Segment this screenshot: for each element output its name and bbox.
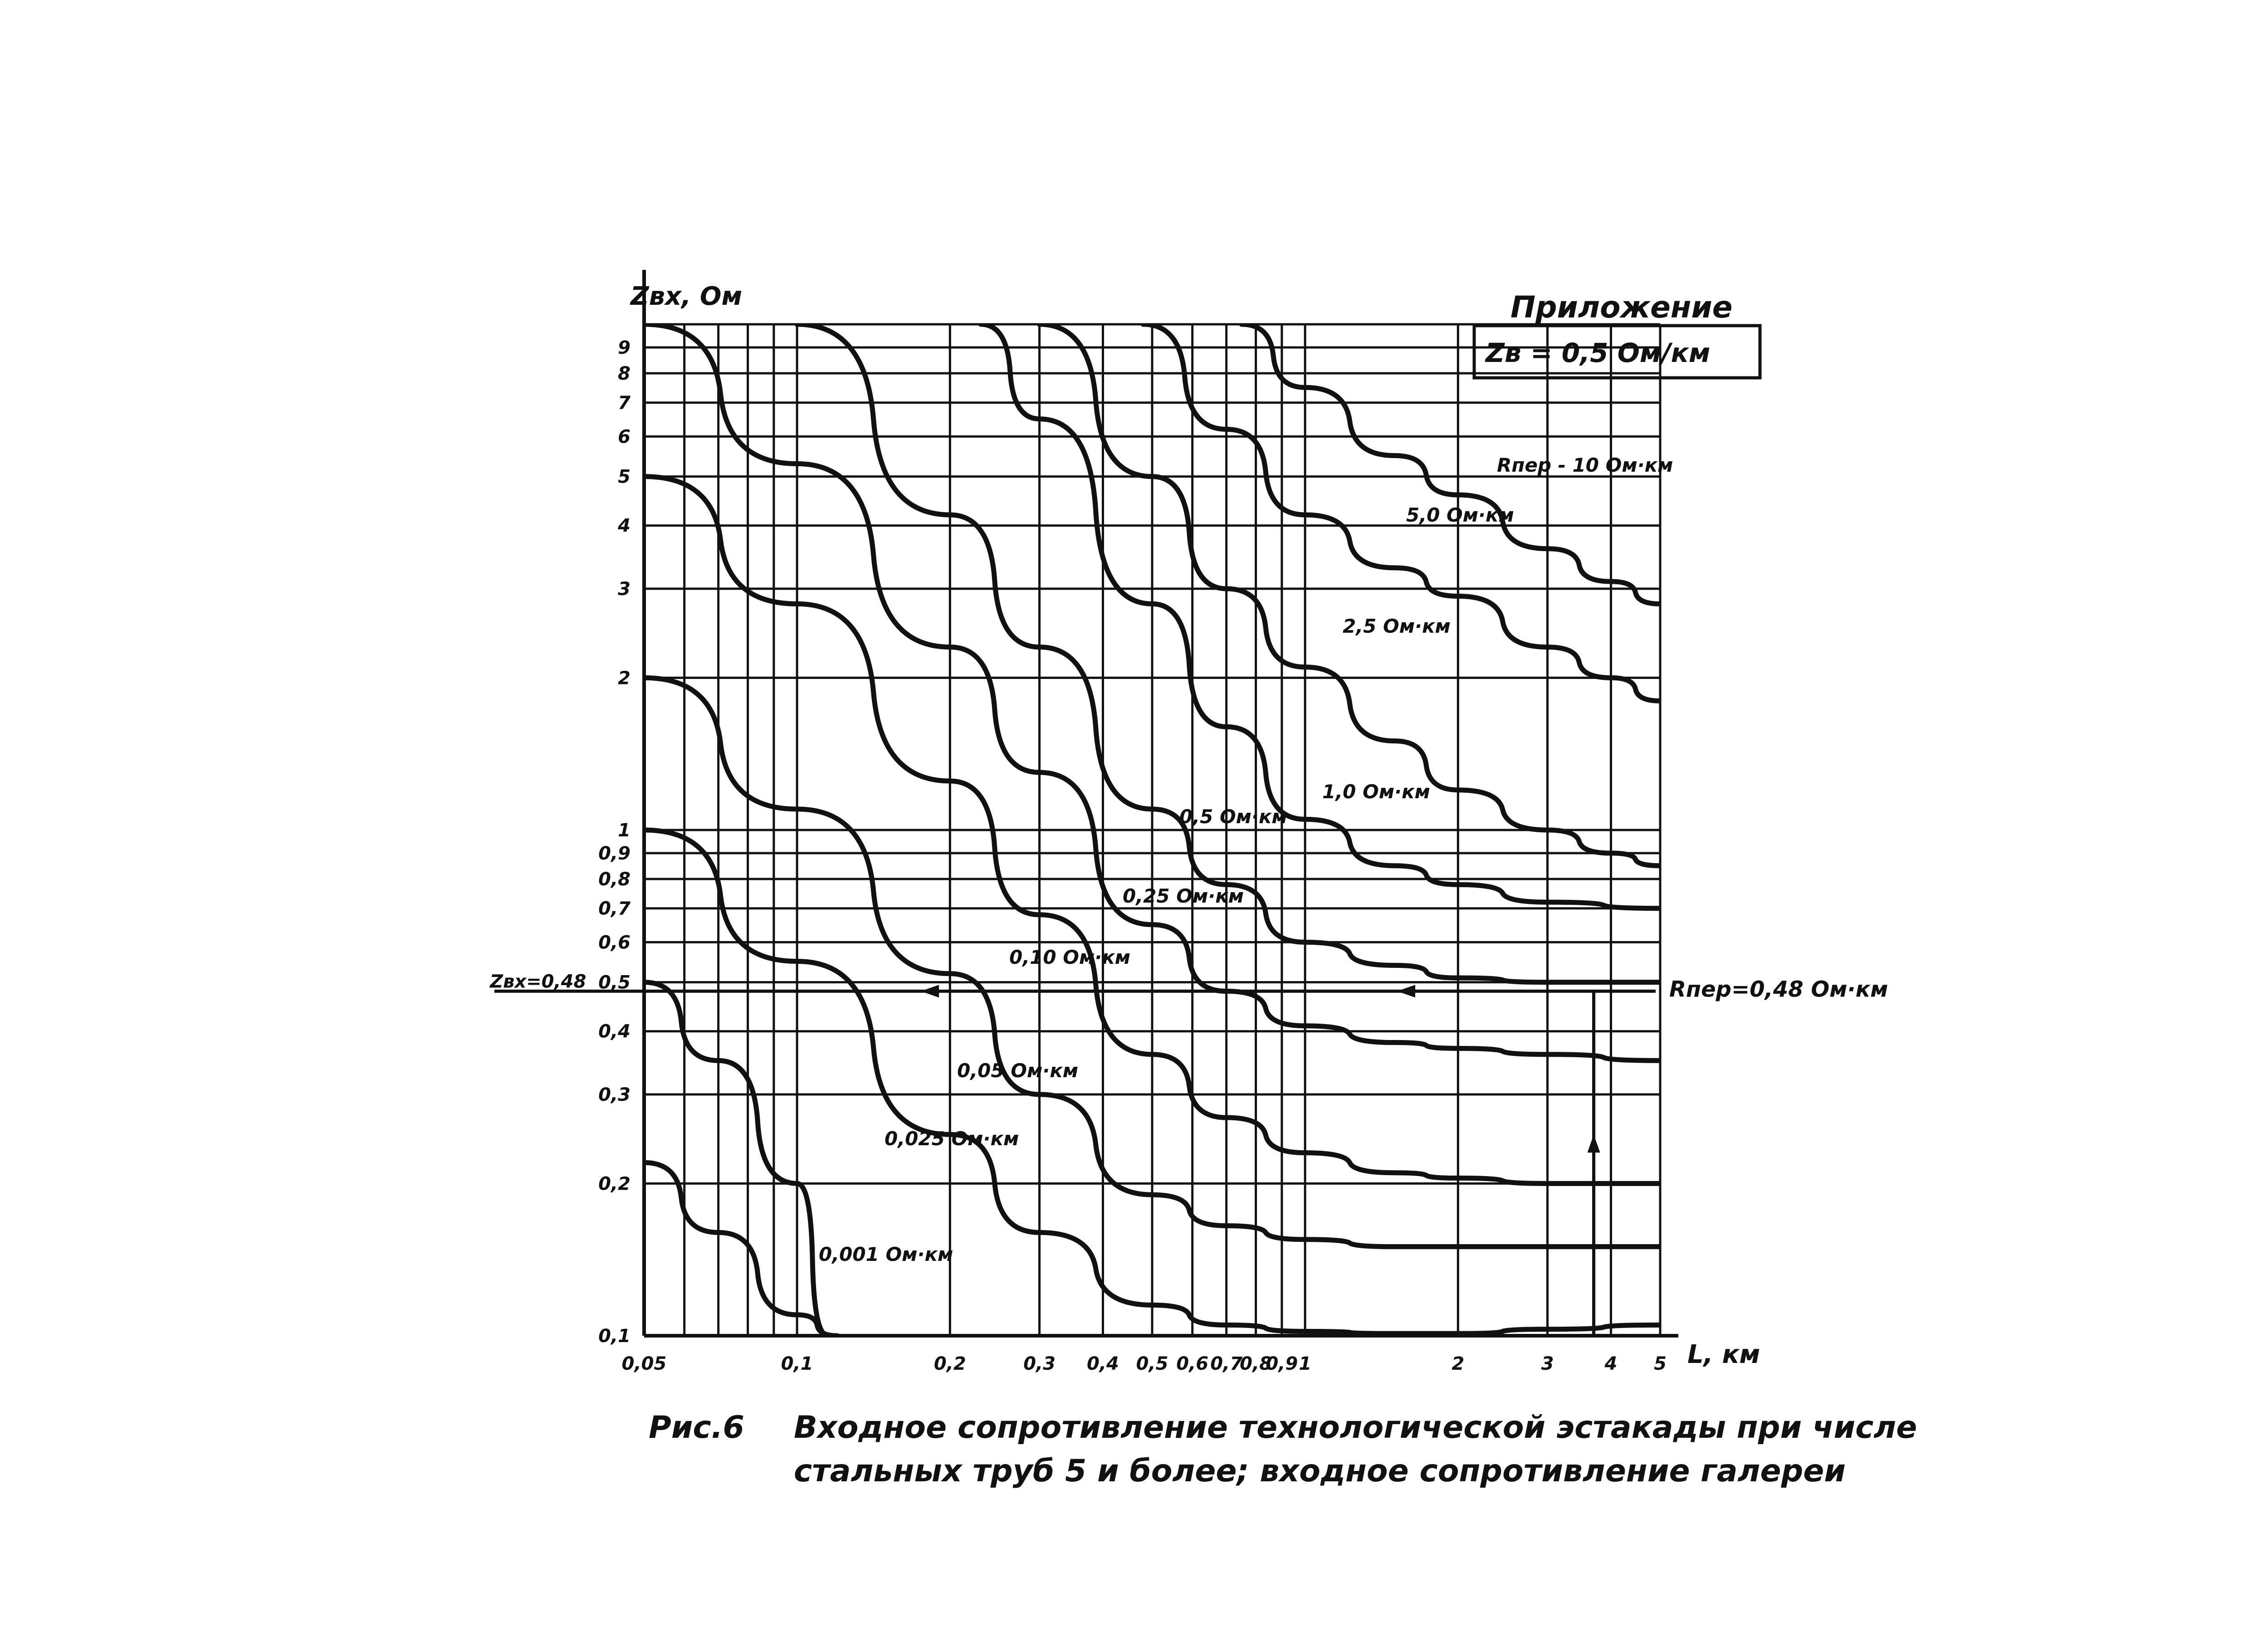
chart-title: Приложение <box>1510 290 1733 325</box>
series-curve <box>981 324 1660 908</box>
y-axis-label: Zвх, Ом <box>631 282 743 311</box>
x-tick-label: 0,4 <box>1087 1353 1119 1374</box>
curve-labels <box>819 454 1673 1265</box>
x-tick-label: 2 <box>1452 1353 1465 1374</box>
curve-label: 0,001 Ом·км <box>819 1243 953 1265</box>
x-axis-label: L, км <box>1687 1340 1760 1369</box>
x-tick-label: 0,3 <box>1023 1353 1056 1374</box>
y-tick-label: 2 <box>618 668 631 689</box>
series-curve <box>797 324 1660 982</box>
y-tick-label: 6 <box>618 426 631 448</box>
series-curve <box>644 982 828 1336</box>
figure-caption <box>649 1406 2009 1493</box>
y-tick-label: 9 <box>618 337 631 359</box>
x-tick-label: 0,1 <box>781 1353 813 1374</box>
y-tick-label: 1 <box>618 820 631 841</box>
caption-line-2: стальных труб 5 и более; входное сопротивление галереи <box>794 1453 1846 1489</box>
x-tick-label: 0,6 <box>1176 1353 1209 1374</box>
reference-arrow-right <box>1397 985 1415 997</box>
axes <box>644 270 1678 1336</box>
x-tick-label: 4 <box>1604 1353 1618 1374</box>
y-tick-label: 8 <box>618 363 631 385</box>
x-tick-label: 1 <box>1299 1353 1312 1374</box>
curve-label: Rпер - 10 Ом·км <box>1497 454 1673 476</box>
y-tick-label: 0,2 <box>598 1173 631 1195</box>
reference-arrow-up <box>1588 1134 1600 1152</box>
series-curve <box>644 1162 837 1336</box>
curve-label: 5,0 Ом·км <box>1406 504 1514 526</box>
x-tick-label: 0,05 <box>621 1353 667 1374</box>
curve-label: 0,05 Ом·км <box>957 1060 1079 1082</box>
x-tick-label: 0,7 <box>1210 1353 1243 1374</box>
tick-labels <box>598 337 1667 1374</box>
x-tick-label: 0,9 <box>1266 1353 1298 1374</box>
caption-line-1: Входное сопротивление технологической эстакады при числе <box>794 1410 1917 1445</box>
series-curve <box>1143 324 1660 701</box>
curve-label: 0,025 Ом·км <box>885 1128 1019 1150</box>
x-tick-label: 5 <box>1654 1353 1667 1374</box>
curve-label: 1,0 Ом·км <box>1322 781 1430 803</box>
x-tick-label: 3 <box>1541 1353 1554 1374</box>
caption-first-line <box>649 1406 2009 1450</box>
figure-number: Рис.6 <box>649 1410 744 1445</box>
y-tick-label: 0,4 <box>598 1021 631 1042</box>
y-tick-label: 0,5 <box>598 972 631 993</box>
y-tick-label: 3 <box>618 579 631 600</box>
curve-label: 0,25 Ом·км <box>1123 885 1244 907</box>
y-tick-label: 7 <box>618 392 631 414</box>
y-tick-label: 0,8 <box>598 869 631 890</box>
reference-line-group <box>489 971 1888 1336</box>
reference-arrow-left <box>921 985 939 997</box>
reference-curve-label: Rпер=0,48 Ом·км <box>1669 977 1888 1002</box>
y-tick-label: 0,9 <box>598 843 631 864</box>
curve-label: 0,10 Ом·км <box>1009 946 1131 968</box>
y-tick-label: 0,7 <box>598 898 631 919</box>
x-tick-label: 0,2 <box>934 1353 966 1374</box>
y-tick-label: 0,3 <box>598 1084 631 1106</box>
reference-y-label: Zвх=0,48 <box>490 971 587 992</box>
x-tick-label: 0,8 <box>1240 1353 1272 1374</box>
parameter-box-text: Zв = 0,5 Ом/км <box>1486 337 1711 368</box>
curve-label: 0,5 Ом·км <box>1179 806 1287 828</box>
x-tick-label: 0,5 <box>1136 1353 1168 1374</box>
y-tick-label: 0,1 <box>598 1326 631 1347</box>
y-tick-label: 4 <box>618 515 631 537</box>
y-tick-label: 5 <box>618 466 631 488</box>
y-tick-label: 0,6 <box>598 932 631 953</box>
curve-label: 2,5 Ом·км <box>1343 615 1451 637</box>
